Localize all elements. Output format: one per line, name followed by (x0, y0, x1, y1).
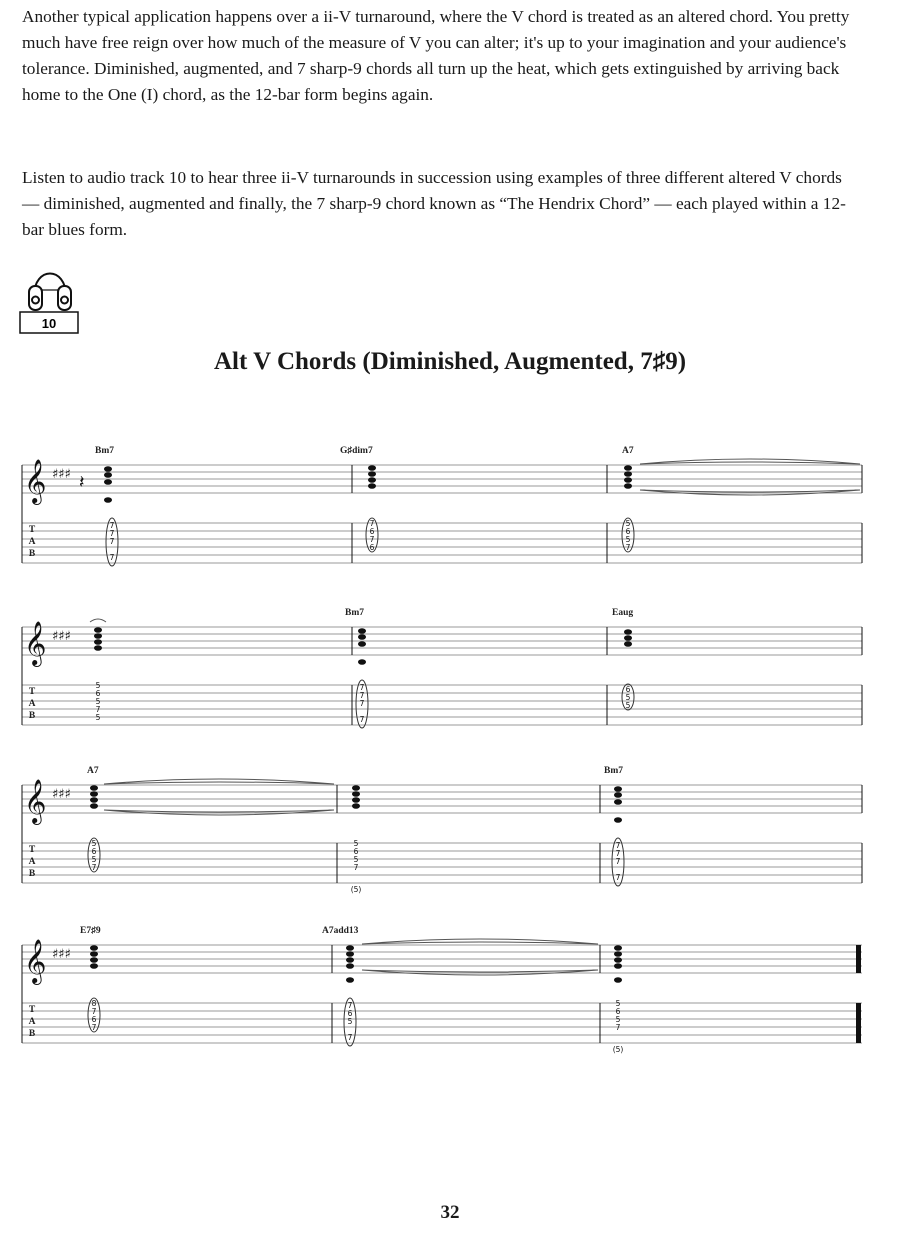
key-signature: ♯♯♯ (52, 467, 71, 482)
treble-clef: 𝄞 (24, 459, 47, 503)
tab-fret-number: 7 (347, 1033, 353, 1042)
tab-letter-b: B (28, 1029, 36, 1039)
tab-fret-number: 7 (369, 519, 375, 528)
audio-instruction-paragraph: Listen to audio track 10 to hear three ii-V turnarounds in succession using examples of three different altered V chords — diminished, augmented and finally, the 7 sharp-9 chord known as “The Hendrix Chord” — each played within a 12-bar blues form. (22, 168, 846, 239)
tie-arc (362, 939, 598, 975)
tab-fret-number: 5 (95, 713, 101, 722)
chord-notes (90, 785, 98, 809)
tab-fret-number: 7 (615, 873, 621, 882)
tab-fret-number: 7 (109, 529, 115, 538)
staff-lines (22, 945, 862, 973)
tab-fret-number: 5 (353, 839, 359, 848)
chord-symbol: A7 (87, 766, 99, 776)
tab-fret-number: 5 (615, 999, 621, 1008)
tab-fret-number: 7 (359, 683, 365, 692)
chord-symbol: Bm7 (95, 446, 114, 456)
treble-clef: 𝄞 (24, 621, 47, 665)
quarter-rest: 𝄽 (79, 472, 85, 493)
tab-fret-number: 7 (369, 535, 375, 544)
tab-fret-number: 7 (347, 1001, 353, 1010)
final-barline (856, 945, 861, 1043)
tie-arc (640, 459, 860, 495)
tab-fret-number: 6 (95, 689, 101, 698)
treble-clef: 𝄞 (24, 939, 47, 983)
tab-fret-number: 6 (625, 685, 631, 694)
tab-clef (29, 687, 36, 721)
headphones-icon (29, 274, 71, 311)
staff-lines (22, 785, 862, 813)
key-signature: ♯♯♯ (52, 629, 71, 644)
tab-ghost-fret-number: (5) (612, 1045, 624, 1054)
tab-letter-a: A (28, 537, 36, 547)
tab-letter-t: T (28, 525, 36, 535)
tab-fret-number: 5 (91, 855, 97, 864)
tab-fret-number: 7 (615, 841, 621, 850)
tab-clef (29, 845, 36, 879)
tab-fret-number: 6 (347, 1009, 353, 1018)
treble-clef: 𝄞 (24, 779, 47, 823)
tab-fret-number: 6 (615, 1007, 621, 1016)
tab-fret-number: 7 (95, 705, 101, 714)
tab-letter-a: A (28, 699, 36, 709)
tab-letter-t: T (28, 845, 36, 855)
tab-lines (22, 685, 862, 725)
chord-notes (624, 465, 632, 489)
tab-fret-number: 5 (625, 519, 631, 528)
tab-lines (22, 843, 862, 883)
tab-lines (22, 523, 862, 563)
audio-track-badge (18, 260, 82, 336)
tab-fret-number: 5 (347, 1017, 353, 1026)
tie-arc (104, 779, 334, 815)
tab-clef (29, 525, 36, 559)
tab-letter-b: B (28, 869, 36, 879)
tab-fret-number: 5 (625, 693, 631, 702)
tab-fret-number: 7 (625, 543, 631, 552)
tab-fret-number: 6 (369, 527, 375, 536)
chord-notes (90, 945, 98, 969)
key-signature: ♯♯♯ (52, 787, 71, 802)
page-number: 32 (440, 1202, 460, 1223)
tab-fret-number: 5 (91, 839, 97, 848)
tab-fret-number: 8 (91, 999, 97, 1008)
chord-notes (614, 945, 622, 983)
tab-letter-t: T (28, 687, 36, 697)
notation-system-2 (22, 608, 862, 728)
chord-notes (94, 627, 102, 651)
tab-fret-number: 5 (353, 855, 359, 864)
tab-fret-number: 7 (109, 553, 115, 562)
tab-fret-number: 7 (615, 1023, 621, 1032)
tab-fret-number: 5 (625, 535, 631, 544)
tab-letter-t: T (28, 1005, 36, 1015)
tab-fret-number: 7 (615, 849, 621, 858)
tab-chord (96, 681, 101, 722)
tab-fret-number: 6 (91, 1015, 97, 1024)
chord-notes (624, 629, 632, 647)
chord-symbol: A7 (622, 446, 634, 456)
tab-fret-number: 5 (625, 701, 631, 710)
chord-symbol: G♯dim7 (340, 446, 373, 456)
tab-fret-number: 7 (359, 691, 365, 700)
tab-fret-number: 7 (109, 521, 115, 530)
exercise-title: Alt V Chords (Diminished, Augmented, 7♯9) (213, 348, 687, 375)
tie-arc (90, 619, 106, 622)
tab-fret-number: 7 (91, 1007, 97, 1016)
tab-fret-number: 7 (353, 863, 359, 872)
chord-notes (346, 945, 354, 983)
notation-system-3 (22, 766, 862, 894)
chord-symbol: Bm7 (604, 766, 623, 776)
tab-ghost-fret-number: (5) (350, 885, 362, 894)
tab-fret-number: 6 (369, 543, 375, 552)
tab-fret-number: 7 (615, 857, 621, 866)
key-signature: ♯♯♯ (52, 947, 71, 962)
tab-lines (22, 1003, 862, 1043)
notation-system-1 (22, 446, 862, 566)
chord-symbol: A7add13 (322, 926, 359, 936)
tab-fret-number: 5 (95, 697, 101, 706)
tab-fret-number: 5 (615, 1015, 621, 1024)
chord-notes (368, 465, 376, 489)
tab-fret-number: 7 (359, 699, 365, 708)
tab-letter-a: A (28, 857, 36, 867)
tab-letter-a: A (28, 1017, 36, 1027)
audio-track-number: 10 (41, 316, 57, 331)
tab-fret-number: 6 (353, 847, 359, 856)
chord-symbol: E7♯9 (80, 926, 101, 936)
staff-lines (22, 627, 862, 655)
tab-fret-number: 7 (109, 537, 115, 546)
tab-letter-b: B (28, 549, 36, 559)
staff-lines (22, 465, 862, 493)
tab-fret-number: 7 (359, 715, 365, 724)
tab-fret-number: 5 (95, 681, 101, 690)
tab-fret-number: 7 (91, 1023, 97, 1032)
tab-fret-number: 6 (91, 847, 97, 856)
chord-symbol: Eaug (612, 608, 634, 618)
tab-fret-number: 7 (91, 863, 97, 872)
tab-fret-number: 6 (625, 527, 631, 536)
intro-paragraph: Another typical application happens over a ii-V turnaround, where the V chord is treated as an altered chord. You pretty much have free reign over how much of the measure of V you can alter; it's up to your imagination and your audience's tolerance. Diminished, augmented, and 7 sharp-9 chords all turn up the heat, which gets extinguished by arriving back home to the One (I) chord, as the 12-bar form begins again. (22, 7, 850, 104)
tab-clef (29, 1005, 36, 1039)
notation-system-4 (22, 926, 862, 1054)
tab-letter-b: B (28, 711, 36, 721)
chord-notes (352, 785, 360, 809)
chord-symbol: Bm7 (345, 608, 364, 618)
music-notation (0, 420, 900, 1060)
